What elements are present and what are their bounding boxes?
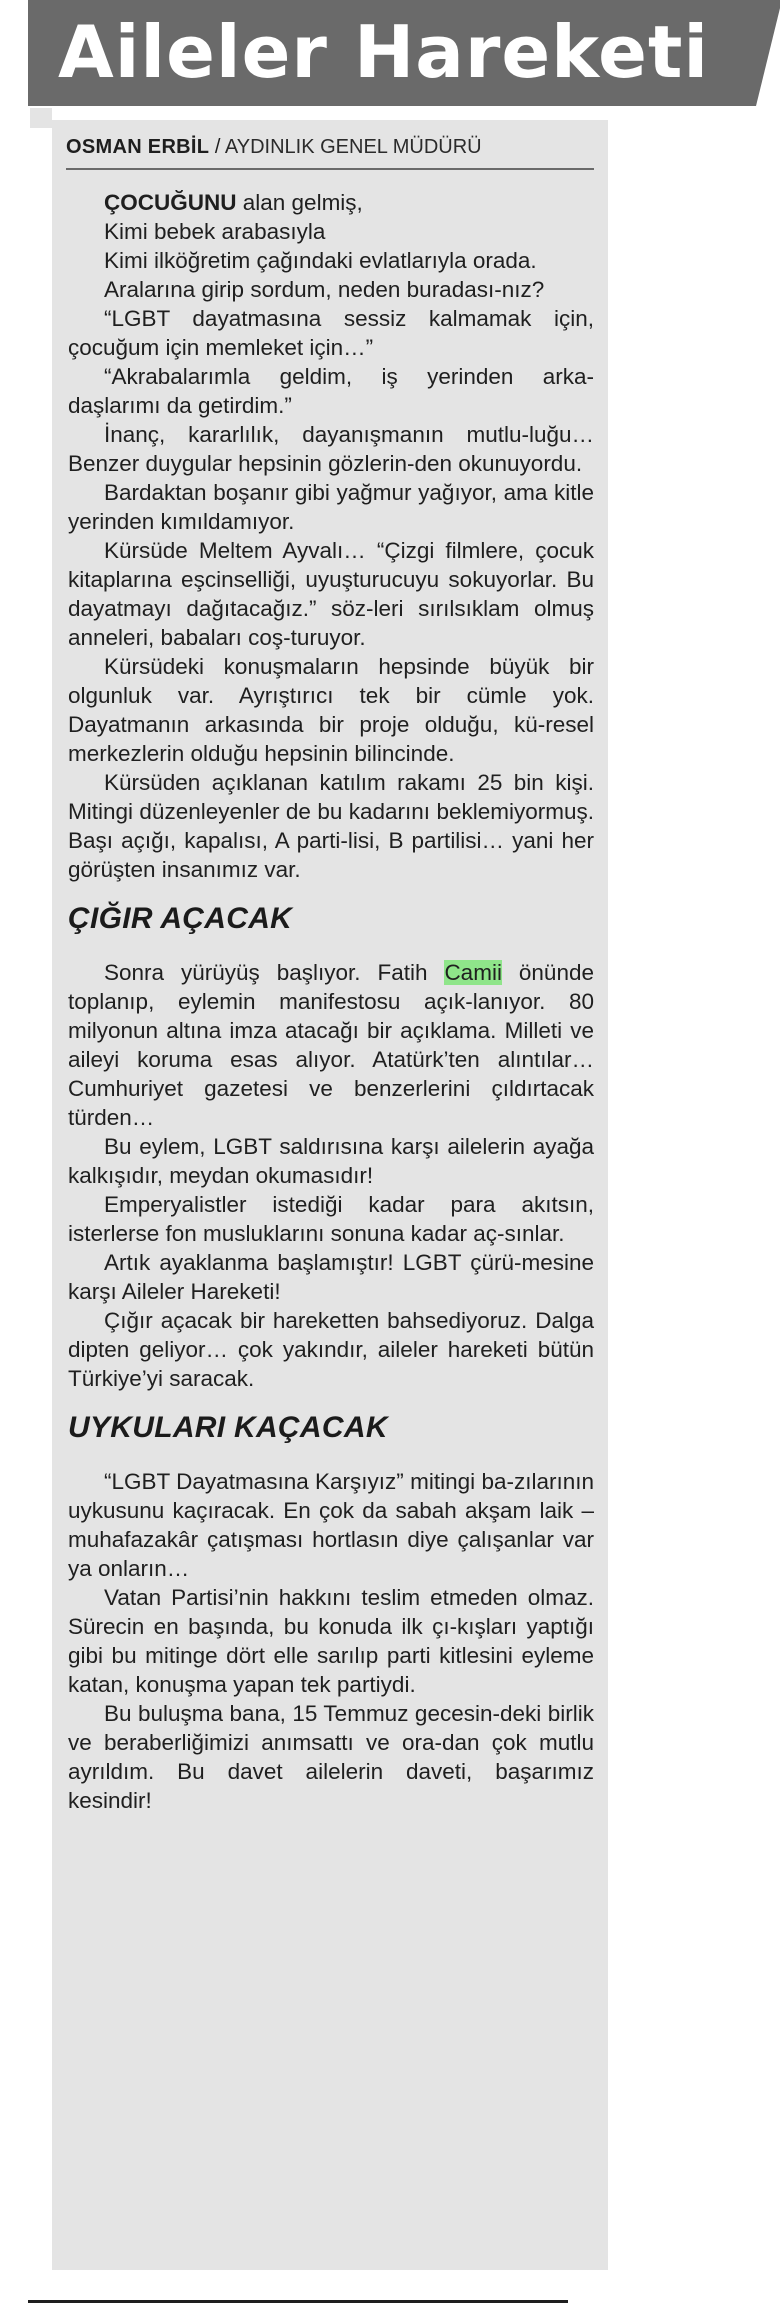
lead-word: ÇOCUĞUNU — [104, 190, 237, 215]
paragraph — [68, 188, 594, 217]
paragraph: Aralarına girip sordum, neden buradası-nız? — [104, 277, 545, 302]
paragraph: Bardaktan boşanır gibi yağmur yağıyor, ama kitle yerinden kımıldamıyor. — [68, 480, 594, 534]
highlighted-word: Camii — [444, 960, 502, 985]
paragraph: İnanç, kararlılık, dayanışmanın mutlu-luğu… Benzer duygular hepsinin gözlerin-den okunuyordu. — [68, 422, 594, 476]
paragraph-text: önünde toplanıp, eylemin manifestosu açık-lanıyor. 80 milyonun altına imza atacağı bir açıklama. Milleti ve aileyi koruma esas alıyor. Atatürk’ten alıntılar… Cumhuriyet gazetesi ve benzerlerini çıldırtacak türden… — [68, 960, 594, 1130]
paragraph: Bu buluşma bana, 15 Temmuz gecesin-deki birlik ve beraberliğimizi anımsattı ve ora-dan çok mutlu ayrıldım. Bu davet ailelerin daveti, başarımız kesindir! — [68, 1701, 594, 1813]
paragraph — [68, 958, 594, 1132]
paragraph: Kürsüde Meltem Ayvalı… “Çizgi filmlere, çocuk kitaplarına eşcinselliği, uyuşturucuyu sokuyorlar. Bu dayatmayı dağıtacağız.” söz-leri sırılsıklam olmuş anneleri, babaları coş-turuyor. — [68, 538, 594, 650]
byline-author: OSMAN ERBİL — [66, 136, 210, 158]
paragraph: Vatan Partisi’nin hakkını teslim etmeden olmaz. Sürecin en başında, bu konuda ilk çı-kışları yaptığı gibi bu mitinge dört elle sarılıp parti kitlesini eyleme katan, konuşma yapan tek partiydi. — [68, 1585, 594, 1697]
bottom-rule — [28, 2300, 568, 2303]
paragraph-text: alan gelmiş, — [236, 190, 363, 215]
paragraph: Artık ayaklanma başlamıştır! LGBT çürü-mesine karşı Aileler Hareketi! — [68, 1250, 594, 1304]
byline-role: AYDINLIK GENEL MÜDÜRÜ — [224, 136, 482, 158]
paragraph: Kimi ilköğretim çağındaki evlatlarıyla orada. — [104, 248, 537, 273]
paragraph: Kürsüdeki konuşmaların hepsinde büyük bir olgunluk var. Ayrıştırıcı tek bir cümle yok. Dayatmanın arkasında bir proje olduğu, kü-resel merkezlerin olduğu hepsinin bilincinde. — [68, 654, 594, 766]
article-column — [52, 120, 608, 2270]
paragraph: “Akrabalarımla geldim, iş yerinden arka-daşlarımı da getirdim.” — [68, 364, 594, 418]
byline-separator: / — [209, 136, 225, 158]
paragraph: “LGBT dayatmasına sessiz kalmamak için, çocuğum için memleket için…” — [68, 306, 594, 360]
byline — [66, 134, 594, 170]
paragraph: Emperyalistler istediği kadar para akıtsın, isterlerse fon musluklarını sonuna kadar aç-sınlar. — [68, 1192, 594, 1246]
paragraph: Kürsüden açıklanan katılım rakamı 25 bin kişi. Mitingi düzenleyenler de bu kadarını beklemiyormuş. Başı açığı, kapalısı, A parti-lisi, B partilisi… yani her görüşten insanımız var. — [68, 770, 594, 882]
paragraph: Kimi bebek arabasıyla — [104, 219, 326, 244]
masthead-banner — [28, 0, 780, 106]
paragraph: “LGBT Dayatmasına Karşıyız” mitingi ba-zılarının uykusunu kaçıracak. En çok da sabah akşam laik – muhafazakâr çatışması hortlasın diye çalışanlar var ya onların… — [68, 1469, 594, 1581]
paragraph: Bu eylem, LGBT saldırısına karşı ailelerin ayağa kalkışıdır, meydan okumasıdır! — [68, 1134, 594, 1188]
article-body — [68, 188, 594, 1815]
article-headline: Aileler Hareketi — [58, 10, 710, 94]
paragraph-text: Sonra yürüyüş başlıyor. Fatih — [104, 960, 445, 985]
section-heading: ÇIĞIR AÇACAK — [68, 902, 293, 935]
section-heading: UYKULARI KAÇACAK — [68, 1411, 388, 1444]
paragraph: Çığır açacak bir hareketten bahsediyoruz. Dalga dipten geliyor… çok yakındır, aileler hareketi bütün Türkiye’yi saracak. — [68, 1308, 594, 1391]
